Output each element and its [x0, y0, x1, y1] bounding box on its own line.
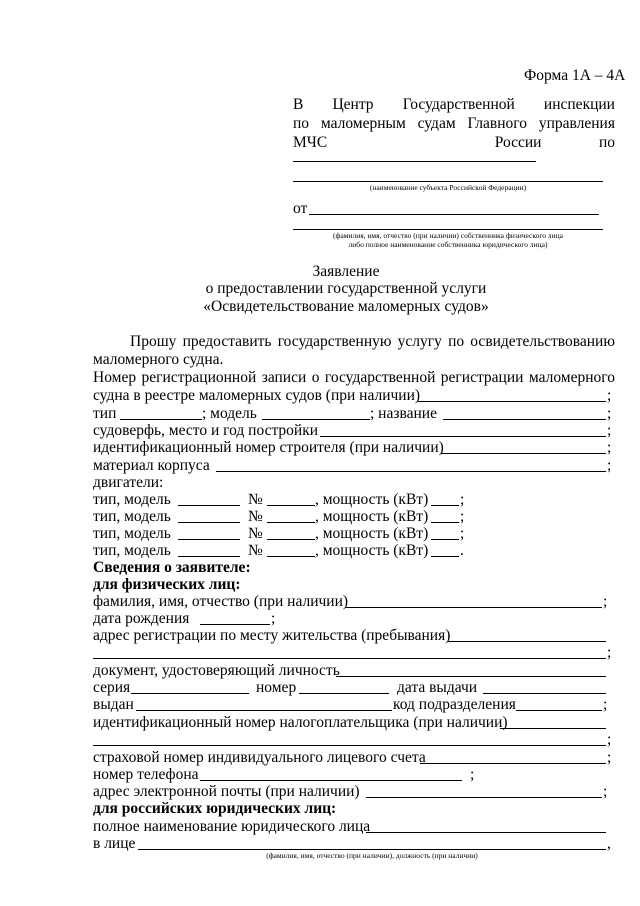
phone-label: номер телефона	[93, 766, 199, 783]
recipient-word: по	[598, 134, 615, 151]
intro-word: государственную	[277, 333, 392, 350]
type-label: тип	[93, 405, 117, 422]
engine-type-field[interactable]	[178, 521, 240, 523]
issue-date-label: дата выдачи	[397, 679, 478, 696]
intro-word: предоставить	[182, 333, 272, 350]
reg-number-field[interactable]	[418, 400, 606, 402]
person-caption: (фамилия, имя, отчество (при наличии), должность (при наличии)	[266, 851, 478, 860]
recipient-word: инспекции	[543, 96, 615, 113]
recipient-word: управления	[538, 115, 615, 132]
inn-semicolon: ;	[607, 731, 612, 748]
fio-semicolon: ;	[603, 593, 608, 610]
intro-word: Прошу	[130, 333, 177, 350]
recipient-word: Государственной	[402, 96, 515, 113]
engine-semicolon: ;	[460, 508, 465, 525]
type-field[interactable]	[120, 418, 202, 420]
reg-word: записи	[261, 369, 307, 386]
title-line-2: о предоставлении государственной услуги	[205, 280, 487, 297]
legal-name-label: полное наименование юридического лица	[93, 818, 371, 835]
recipient-word: МЧС	[293, 134, 328, 151]
inn-field[interactable]	[500, 727, 606, 729]
engine-type-field[interactable]	[178, 555, 240, 557]
address-semicolon: ;	[607, 644, 612, 661]
inn-field-2[interactable]	[93, 744, 606, 746]
email-field[interactable]	[366, 796, 602, 798]
engine-semicolon: ;	[460, 491, 465, 508]
builder-id-label: идентификационный номер строителя (при наличии)	[93, 439, 444, 456]
engine-type-field[interactable]	[178, 504, 240, 506]
engine-power-field[interactable]	[431, 504, 459, 506]
shipyard-label: судоверфь, место и год постройки	[93, 422, 319, 439]
builder-id-field[interactable]	[441, 452, 606, 454]
snils-label: страховой номер индивидуального лицевого счета	[93, 749, 426, 766]
engine-type-label: тип, модель	[93, 525, 171, 542]
recipient-line-2	[293, 115, 615, 133]
recipient-word: Центр	[332, 96, 374, 113]
reg-word: о	[311, 369, 320, 386]
snils-field[interactable]	[420, 762, 606, 764]
engine-period: .	[460, 542, 464, 559]
engine-number-field[interactable]	[267, 521, 315, 523]
name-field[interactable]	[443, 418, 606, 420]
engine-type-label: тип, модель	[93, 508, 171, 525]
birth-label: дата рождения	[93, 610, 190, 627]
issue-date-field[interactable]	[483, 692, 606, 694]
address-field-2[interactable]	[93, 657, 606, 659]
birth-field[interactable]	[200, 623, 270, 625]
title-line-1: Заявление	[312, 263, 380, 280]
from-label: от	[293, 200, 308, 217]
hull-label: материал корпуса	[93, 457, 210, 474]
intro-word: освидетельствованию	[470, 333, 615, 350]
engine-power-label: , мощность (кВт)	[315, 525, 429, 542]
engine-number-label: №	[248, 491, 263, 508]
model-label: ; модель	[202, 405, 257, 422]
model-field[interactable]	[262, 418, 370, 420]
from-line[interactable]	[309, 213, 599, 215]
email-semicolon: ;	[603, 783, 608, 800]
engine-power-field[interactable]	[431, 555, 459, 557]
recipient-line-1	[293, 96, 615, 114]
reg-word: Номер	[93, 369, 137, 386]
engine-number-label: №	[248, 508, 263, 525]
legal-name-field[interactable]	[366, 831, 606, 833]
email-label: адрес электронной почты (при наличии)	[93, 783, 360, 800]
recipient-word: по	[293, 115, 310, 132]
builder-id-semicolon: ;	[607, 439, 612, 456]
reg-word: регистрационной	[141, 369, 257, 386]
person-label: в лице	[93, 835, 136, 852]
legal-heading: для российских юридических лиц:	[93, 800, 337, 817]
engine-power-field[interactable]	[431, 521, 459, 523]
hull-field[interactable]	[216, 470, 606, 472]
intro-word: услугу	[397, 333, 442, 350]
engine-type-field[interactable]	[178, 538, 240, 540]
engine-number-field[interactable]	[267, 555, 315, 557]
reg-line-1	[93, 369, 615, 387]
region-caption: (наименование субъекта Российской Федерации)	[369, 183, 527, 192]
engine-number-label: №	[248, 525, 263, 542]
series-label: серия	[93, 679, 131, 696]
title-line-3: «Освидетельствование маломерных судов»	[203, 298, 489, 315]
reg-word: регистрации	[440, 369, 524, 386]
intro-line-1	[130, 333, 615, 351]
recipient-word: В	[293, 96, 304, 113]
person-comma: ,	[607, 835, 611, 852]
engine-power-label: , мощность (кВт)	[315, 508, 429, 525]
phone-semicolon: ;	[470, 766, 475, 783]
number-label: номер	[256, 679, 297, 696]
engines-label: двигатели:	[93, 474, 164, 491]
fio-label: фамилия, имя, отчество (при наличии)	[93, 593, 349, 610]
address-label: адрес регистрации по месту жительства (пребывания)	[93, 627, 451, 644]
engine-number-field[interactable]	[267, 538, 315, 540]
intro-word: по	[448, 333, 465, 350]
from-caption-2: либо полное наименование собственника юридического лица)	[348, 240, 548, 249]
phone-field[interactable]	[200, 779, 462, 781]
snils-semicolon: ;	[607, 749, 612, 766]
inn-label: идентификационный номер налогоплательщика (при наличии)	[93, 714, 508, 731]
engine-number-label: №	[248, 542, 263, 559]
recipient-word: судам	[417, 115, 456, 132]
fio-field[interactable]	[346, 606, 602, 608]
region-line-2[interactable]	[293, 180, 603, 182]
name-semicolon: ;	[607, 405, 612, 422]
dept-semicolon: ;	[603, 696, 608, 713]
shipyard-field[interactable]	[320, 435, 606, 437]
reg-semicolon: ;	[607, 387, 612, 404]
recipient-word: маломерным	[320, 115, 406, 132]
name-label: ; название	[370, 405, 437, 422]
dept-code-field[interactable]	[516, 709, 602, 711]
region-line-1[interactable]	[293, 160, 536, 162]
engine-power-field[interactable]	[431, 538, 459, 540]
person-field[interactable]	[138, 848, 606, 850]
intro-line-2: маломерного судна.	[93, 351, 224, 368]
from-caption-1: (фамилия, имя, отчество (при наличии) собственника физического лица	[333, 231, 563, 240]
id-doc-field[interactable]	[336, 675, 606, 677]
recipient-line-3	[293, 134, 615, 152]
recipient-word: России	[494, 134, 542, 151]
dept-code-label: код подразделения	[393, 696, 516, 713]
issued-field[interactable]	[136, 709, 392, 711]
id-doc-label: документ, удостоверяющий личность	[93, 662, 340, 679]
address-field[interactable]	[448, 640, 606, 642]
applicant-heading: Сведения о заявителе:	[93, 559, 251, 576]
reg-word: государственной	[324, 369, 436, 386]
issued-label: выдан	[93, 696, 134, 713]
engine-number-field[interactable]	[267, 504, 315, 506]
shipyard-semicolon: ;	[607, 422, 612, 439]
from-line-2[interactable]	[293, 228, 603, 230]
reg-word: маломерного	[528, 369, 615, 386]
individuals-heading: для физических лиц:	[93, 576, 241, 593]
birth-semicolon: ;	[271, 610, 276, 627]
recipient-word: Главного	[467, 115, 527, 132]
engine-power-label: , мощность (кВт)	[315, 491, 429, 508]
engine-power-label: , мощность (кВт)	[315, 542, 429, 559]
series-field[interactable]	[131, 692, 249, 694]
engine-semicolon: ;	[460, 525, 465, 542]
engine-type-label: тип, модель	[93, 542, 171, 559]
reg-line-2-label: судна в реестре маломерных судов (при наличии)	[93, 387, 421, 404]
hull-semicolon: ;	[607, 457, 612, 474]
engine-type-label: тип, модель	[93, 491, 171, 508]
form-number: Форма 1А – 4А	[524, 67, 626, 84]
doc-number-field[interactable]	[299, 692, 389, 694]
